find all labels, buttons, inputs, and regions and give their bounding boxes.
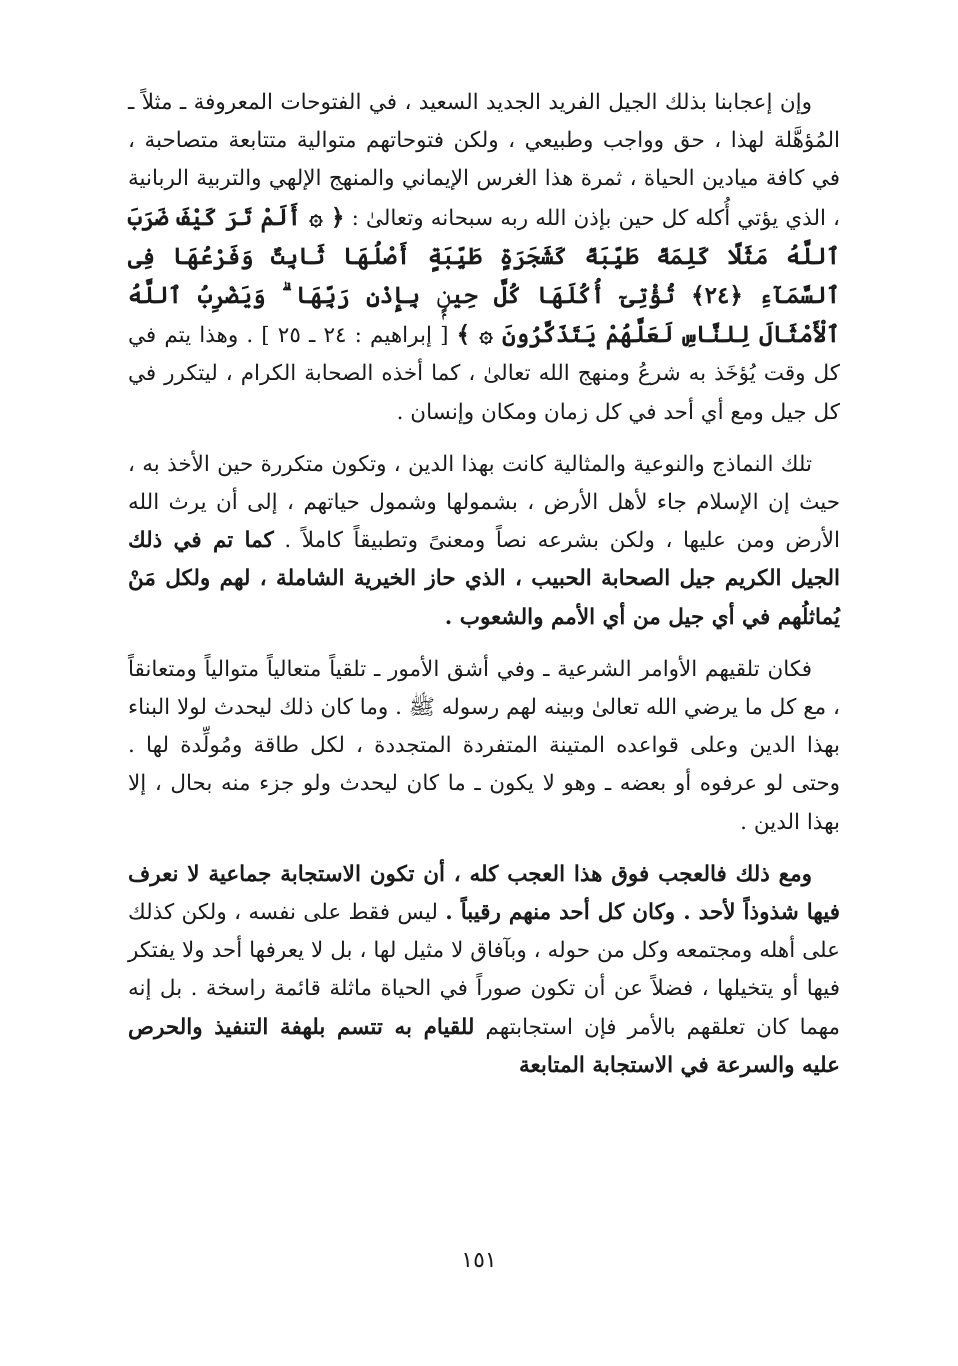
page-number: ١٥١ xyxy=(461,1248,497,1273)
page-body xyxy=(128,84,840,1085)
paragraph-2-emphasis: كما تم في ذلك الجيل الكريم جيل الصحابة الحبيب ، الذي حاز الخيرية الشاملة ، لهم ولكل مَنْ يُماثلُهم في أي جيل من أي الأمم والشعوب . xyxy=(128,528,840,630)
paragraph-1 xyxy=(128,84,840,432)
paragraph-1-continuation: [ إبراهيم : ٢٤ ـ ٢٥ ] . وهذا يتم في كل وقت يُؤخَذ به شرعُ ومنهج الله تعالىٰ ، كما أخذه الصحابة الكرام ، ليتكرر في كل جيل ومع أي أحد في كل زمان ومكان وإنسان . xyxy=(128,323,840,425)
paragraph-2 xyxy=(128,446,840,637)
paragraph-4-closing-emphasis: للقيام به تتسم بلهفة التنفيذ والحرص عليه والسرعة في الاستجابة المتابعة xyxy=(128,1014,840,1078)
paragraph-3-text: فكان تلقيهم الأوامر الشرعية ـ وفي أشق الأمور ـ تلقياً متعالياً متوالياً ومتعانقاً ، مع كل ما يرضي الله تعالىٰ وبينه لهم رسوله ﷺ . وما كان ذلك ليحدث لولا البناء بهذا الدين وعلى قواعده المتينة المتفردة المتجددة ، لكل طاقة ومُولِّدة لها . وحتى لو عرفوه أو بعضه ـ وهو لا يكون ـ ما كان ليحدث ولو جزء منه بحال ، إلا بهذا الدين . xyxy=(128,656,840,835)
paragraph-4-text: ليس فقط على نفسه ، ولكن كذلك على أهله ومجتمعه وكل من حوله ، وبآفاق لا مثيل لها ، بل لا يعرفها أحد ولا يفتكر فيها أو يتخيلها ، فضلاً عن أن تكون صوراً في الحياة ماثلة قائمة راسخة . بل إنه مهما كان تعلقهم بالأمر فإن استجابتهم xyxy=(128,900,841,1040)
paragraph-4-emphasis: ومع ذلك فالعجب فوق هذا العجب كله ، أن تكون الاستجابة جماعية لا نعرف فيها شذوذاً لأحد . وكان كل أحد منهم رقيباً . xyxy=(128,861,840,926)
paragraph-1-text: وإن إعجابنا بذلك الجيل الفريد الجديد السعيد ، في الفتوحات المعروفة ـ مثلاً ـ المُؤهَّلة لهذا ، حق وواجب وطبيعي ، ولكن فتوحاتهم متوالية متتابعة متصاحبة ، في كافة ميادين الحياة ، ثمرة هذا الغرس الإيماني والمنهج الإلهي والتربية الربانية ، الذي يؤتي أُكله كل حين بإذن الله ربه سبحانه وتعالىٰ : xyxy=(128,90,840,231)
paragraph-4 xyxy=(128,856,840,1085)
paragraph-2-text: تلك النماذج والنوعية والمثالية كانت بهذا الدين ، وتكون متكررة حين الأخذ به ، حيث إن الإسلام جاء لأهل الأرض ، بشمولها وشمول حياتهم ، إلى أن يرث الله الأرض ومن عليها ، ولكن بشرعه نصاً ومعنىً وتطبيقاً كاملاً . xyxy=(128,451,840,554)
paragraph-3 xyxy=(128,651,840,842)
quran-verse: ﴿ ۞ أَلَمْ تَرَ كَيْفَ ضَرَبَ ٱللَّهُ مَثَلًا كَلِمَةً طَيِّبَةً كَشَجَرَةٍ طَيِّبَةٍ أَصْلُهَا ثَابِتٌ وَفَرْعُهَا فِى ٱلسَّمَآءِ ﴿٢٤﴾ تُؤْتِىٓ أُكُلَهَا كُلَّ حِينٍۭ بِإِذْنِ رَبِّهَا ۗ وَيَضْرِبُ ٱللَّهُ ٱلْأَمْثَالَ لِلنَّاسِ لَعَلَّهُمْ يَتَذَكَّرُونَ ۞ ﴾ xyxy=(128,203,841,349)
